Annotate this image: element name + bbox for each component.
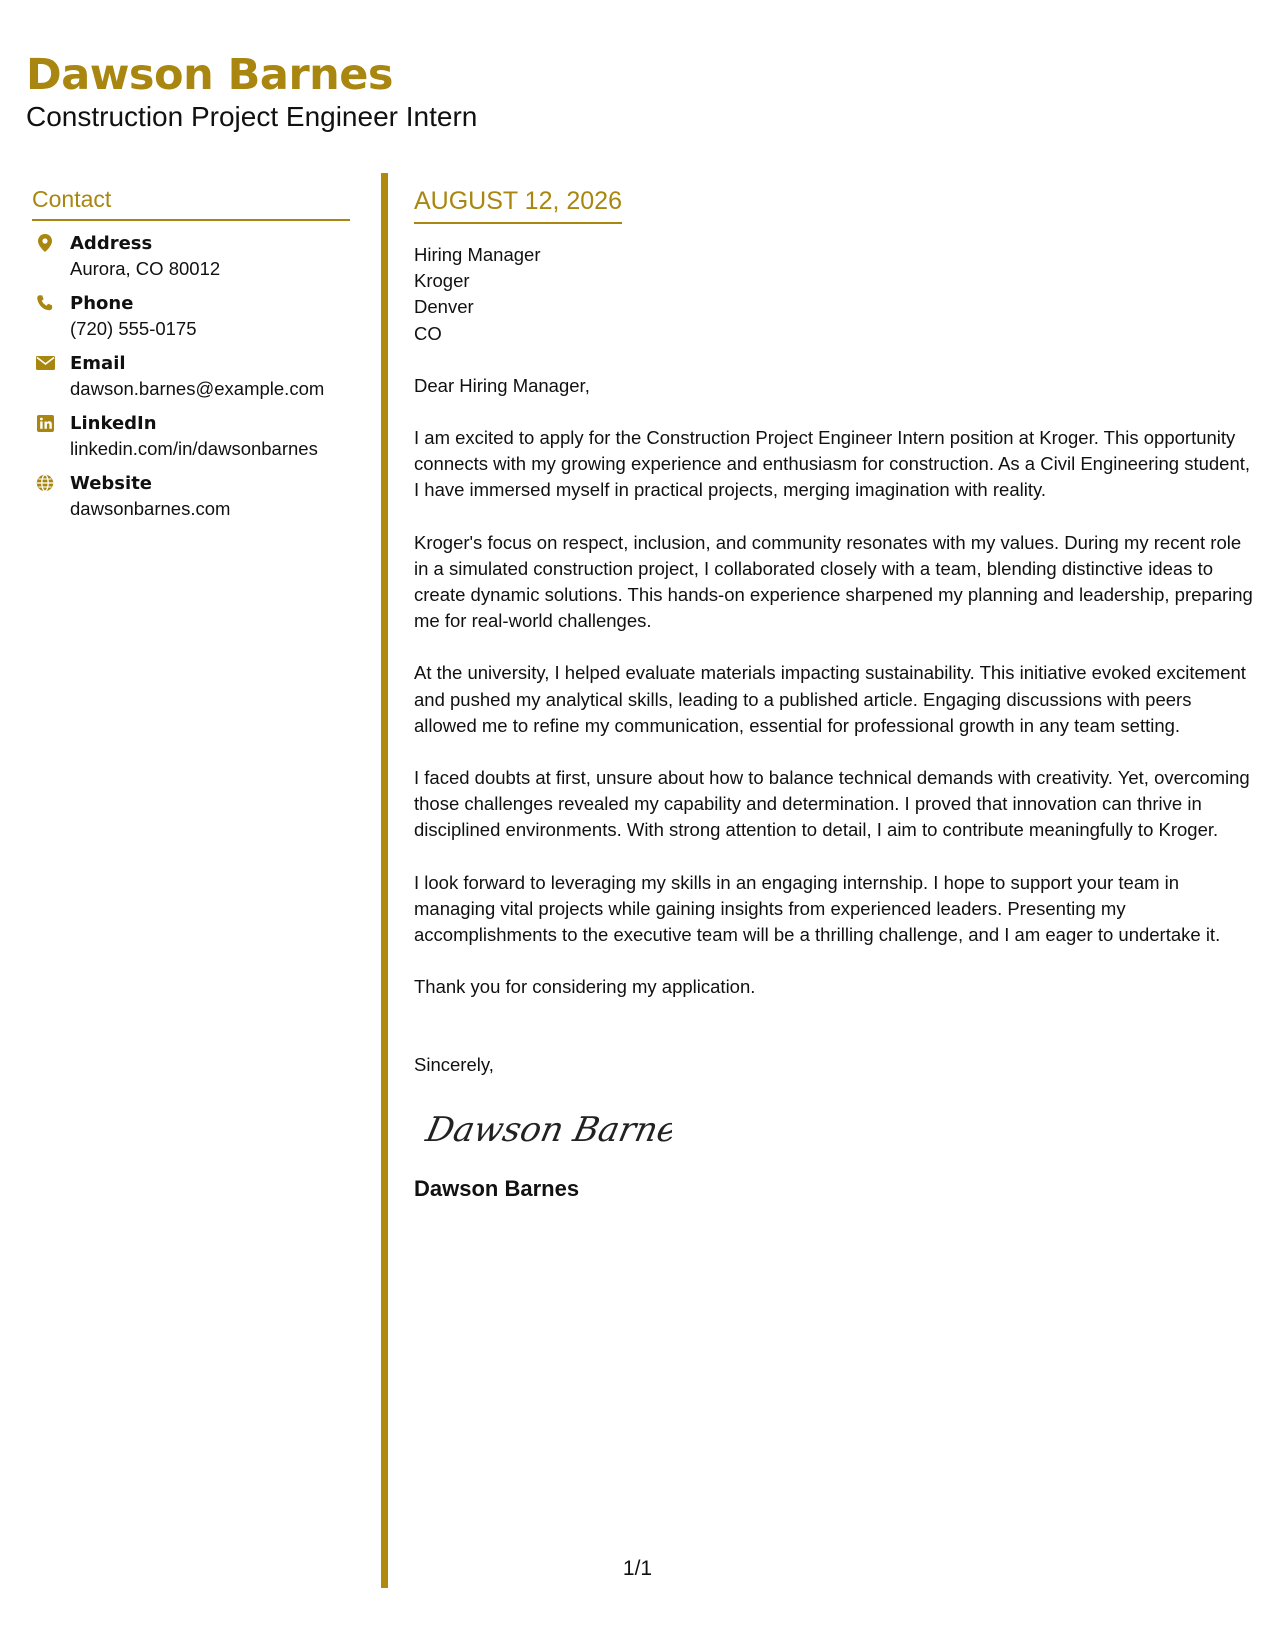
paragraph: I look forward to leveraging my skills in an engaging internship. I hope to support your team in managing vital projects while gaining insights from experienced leaders. Presenting my accomplishments to the executive team will be a thrilling challenge, and I am eager to undertake it. (414, 871, 1221, 946)
contact-item-website (32, 472, 350, 521)
vertical-divider (381, 173, 388, 1588)
paragraph: I am excited to apply for the Construction Project Engineer Intern position at Kroger. This opportunity connects with my growing experience and enthusiasm for construction. As a Civil Engineering student, I have immersed myself in practical projects, merging imagination with reality. (414, 427, 1251, 501)
recipient-line: Denver (414, 296, 474, 318)
address-value: Aurora, CO 80012 (70, 258, 221, 279)
contact-heading: Contact (32, 186, 350, 221)
applicant-role: Construction Project Engineer Intern (26, 101, 478, 132)
globe-icon (35, 473, 55, 493)
letter-date: AUGUST 12, 2026 (414, 186, 622, 224)
paragraph: Kroger's focus on respect, inclusion, and community resonates with my values. During my recent role in a simulated construction project, I collaborated closely with a team, blending distinctive ideas to create dynamic solutions. This hands-on experience sharpened my planning and leadership, preparing me for real-world challenges. (414, 531, 1253, 632)
contact-label: Email (70, 353, 126, 374)
applicant-name: Dawson Barnes (26, 50, 394, 100)
svg-text:Dawson Barnes: Dawson Barnes (422, 1110, 672, 1150)
paragraph: At the university, I helped evaluate materials impacting sustainability. This initiative evoked excitement and pushed my analytical skills, leading to a published article. Engaging discussions with peers allowed me to refine my communication, essential for professional growth in any team setting. (414, 662, 1246, 736)
linkedin-value[interactable]: linkedin.com/in/dawsonbarnes (70, 438, 318, 459)
contact-label: LinkedIn (70, 413, 157, 434)
contact-label: Website (70, 473, 153, 494)
resume-header (26, 48, 477, 134)
recipient-block (414, 242, 1254, 347)
signer-name: Dawson Barnes (414, 1175, 580, 1201)
closing: Sincerely, (414, 1054, 494, 1076)
map-pin-icon (35, 233, 55, 253)
contact-sidebar (32, 186, 350, 521)
paragraph: I faced doubts at first, unsure about how to balance technical demands with creativity. Yet, overcoming those challenges revealed my capability and determination. I proved that innovation can thrive in disciplined environments. With strong attention to detail, I aim to contribute meaningfully to Kroger. (414, 767, 1250, 841)
contact-item-phone (32, 292, 350, 341)
linkedin-icon (35, 413, 55, 433)
contact-label: Phone (70, 293, 134, 314)
handwritten-signature (422, 1105, 1254, 1160)
paragraph: Thank you for considering my application. (414, 976, 756, 998)
website-value[interactable]: dawsonbarnes.com (70, 498, 231, 519)
salutation: Dear Hiring Manager, (414, 374, 590, 396)
page-number: 1/1 (622, 1557, 653, 1580)
envelope-icon (35, 353, 55, 373)
letter-body (414, 186, 1254, 1202)
contact-list (32, 232, 350, 521)
phone-value[interactable]: (720) 555-0175 (70, 318, 197, 339)
contact-item-address (32, 232, 350, 281)
recipient-line: Hiring Manager (414, 244, 541, 265)
contact-item-email (32, 352, 350, 401)
contact-label: Address (70, 233, 153, 254)
recipient-line: Kroger (414, 270, 470, 292)
phone-icon (35, 293, 55, 313)
email-value[interactable]: dawson.barnes@example.com (70, 378, 325, 399)
contact-item-linkedin (32, 412, 350, 461)
recipient-line: CO (414, 322, 442, 344)
